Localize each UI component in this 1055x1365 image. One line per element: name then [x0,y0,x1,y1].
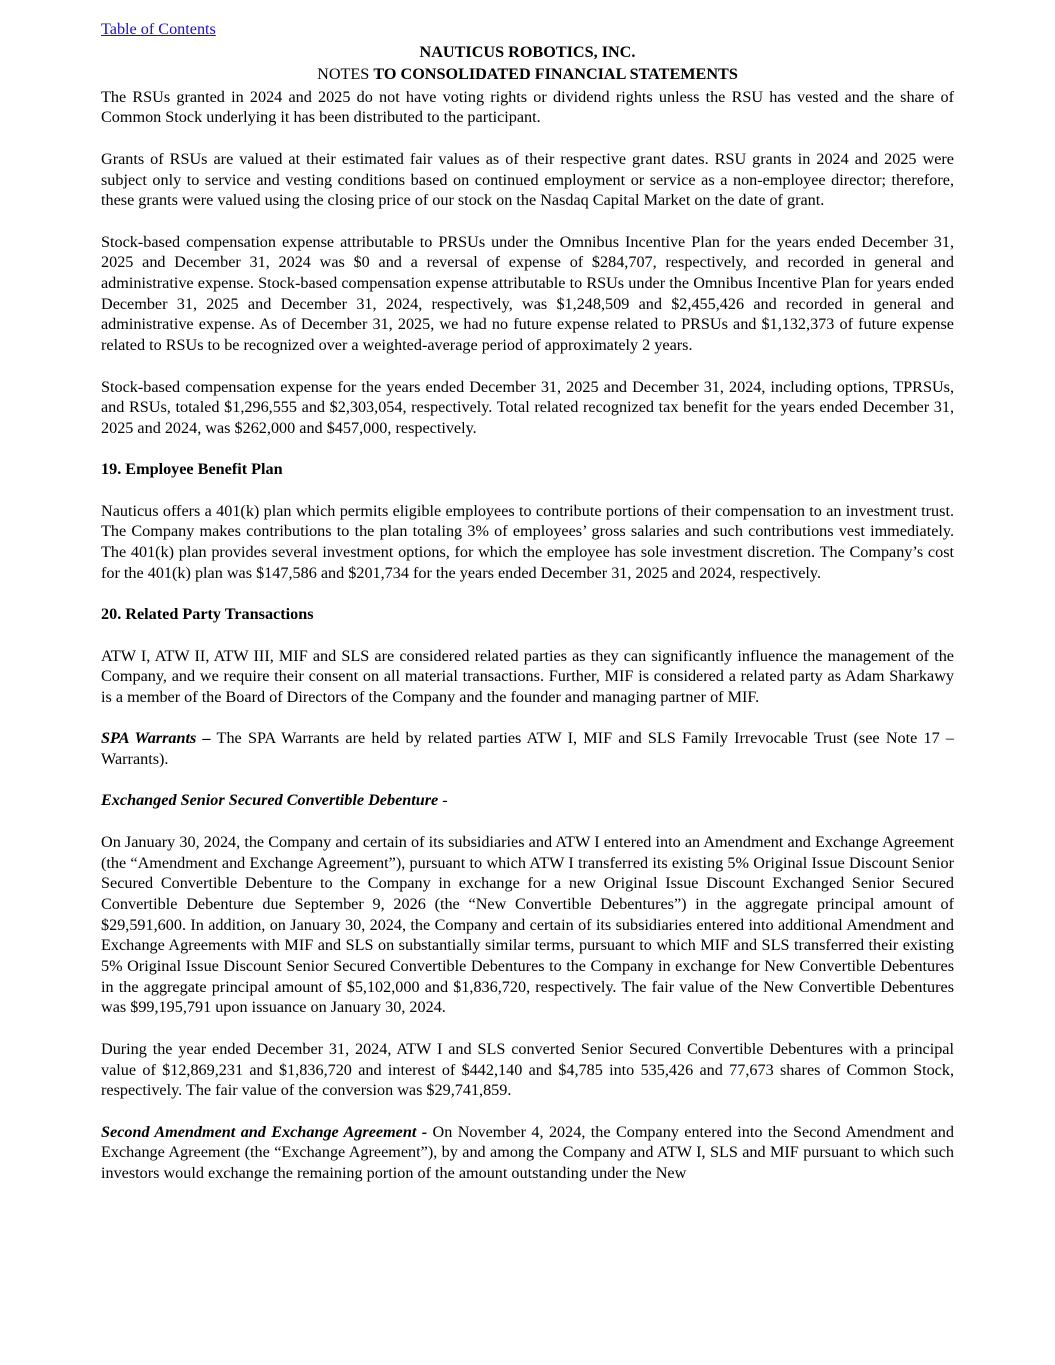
paragraph-amendment-exchange: On January 30, 2024, the Company and certain of its subsidiaries and ATW I entered into an Amendment and Exchange Agreement (the “Amendment and Exchange Agreement”), pursuant to which ATW I transferred its existing 5% Original Issue Discount Senior Secured Convertible Debenture to the Company in exchange for a new Original Issue Discount Exchanged Senior Secured Convertible Debenture due September 9, 2026 (the “New Convertible Debentures”) in the aggregate principal amount of $29,591,600. In addition, on January 30, 2024, the Company and certain of its subsidiaries entered into additional Amendment and Exchange Agreements with MIF and SLS on substantially similar terms, pursuant to which MIF and SLS transferred their existing 5% Original Issue Discount Senior Secured Convertible Debentures to the Company in exchange for New Convertible Debentures in the aggregate principal amount of $5,102,000 and $1,836,720, respectively. The fair value of the New Convertible Debentures was $99,195,791 upon issuance on January 30, 2024. [101,832,954,1017]
paragraph-exchanged-debenture-heading [101,790,954,811]
second-amendment-text: On November 4, 2024, the Company entered into the Second Amendment and Exchange Agreement (the “Exchange Agreement”), by and among the Company and ATW I, SLS and MIF pursuant to which such investors would exchange the remaining portion of the amount outstanding under the New [101,1122,954,1183]
company-name: NAUTICUS ROBOTICS, INC. [419,42,636,61]
section-20-heading: 20. Related Party Transactions [101,605,314,624]
paragraph-total-compensation: Stock-based compensation expense for the years ended December 31, 2025 and December 31, 2024, including options, TPRSUs, and RSUs, totaled $1,296,555 and $2,303,054, respectively. Total related recognized tax benefit for the years ended December 31, 2025 and 2024, was $262,000 and $457,000, respectively. [101,377,954,437]
section-19-heading: 19. Employee Benefit Plan [101,460,283,479]
exchanged-debenture-suffix: - [438,791,448,810]
table-of-contents-link[interactable]: Table of Contents [101,20,216,38]
paragraph-related-parties: ATW I, ATW II, ATW III, MIF and SLS are considered related parties as they can significantly influence the management of the Company, and we require their consent on all material transactions. Further, MIF is considered a related party as Adam Sharkawy is a member of the Board of Directors of the Company and the founder and managing partner of MIF. [101,646,954,706]
document-page [101,19,954,1204]
paragraph-spa-warrants [101,728,954,769]
company-name-heading [101,41,954,64]
spa-warrants-text: The SPA Warrants are held by related parties ATW I, MIF and SLS Family Irrevocable Trust (see Note 17 – Warrants). [101,729,955,769]
paragraph-401k-plan: Nauticus offers a 401(k) plan which permits eligible employees to contribute portions of their compensation to an investment trust. The Company makes contributions to the plan totaling 3% of employees’ gross salaries and such contributions vest immediately. The 401(k) plan provides several investment options, for which the employee has sole investment discretion. The Company’s cost for the 401(k) plan was $147,586 and $201,734 for the years ended December 31, 2025 and 2024, respectively. [101,501,954,582]
paragraph-second-amendment [101,1122,954,1184]
paragraph-rsu-rights: The RSUs granted in 2024 and 2025 do not have voting rights or dividend rights unless the RSU has vested and the share of Common Stock underlying it has been distributed to the participant. [101,87,954,127]
spa-warrants-label: SPA Warrants – [101,729,211,748]
exchanged-debenture-label: Exchanged Senior Secured Convertible Debenture [101,791,439,810]
notes-heading-bold: TO CONSOLIDATED FINANCIAL STATEMENTS [373,65,738,84]
paragraph-rsu-valuation: Grants of RSUs are valued at their estimated fair values as of their respective grant dates. RSU grants in 2024 and 2025 were subject only to service and vesting conditions based on continued employment or service as a non-employee director; therefore, these grants were valued using the closing price of our stock on the Nasdaq Capital Market on the date of grant. [101,149,954,210]
second-amendment-label: Second Amendment and Exchange Agreement - [101,1122,428,1141]
paragraph-debenture-conversion: During the year ended December 31, 2024, ATW I and SLS converted Senior Secured Convertible Debentures with a principal value of $12,869,231 and $1,836,720 and interest of $442,140 and $4,785 into 535,426 and 77,673 shares of Common Stock, respectively. The fair value of the conversion was $29,741,859. [101,1039,954,1100]
paragraph-prsu-expense: Stock-based compensation expense attributable to PRSUs under the Omnibus Incentive Plan for the years ended December 31, 2025 and December 31, 2024 was $0 and a reversal of expense of $284,707, respectively, and recorded in general and administrative expense. Stock-based compensation expense attributable to RSUs under the Omnibus Incentive Plan for years ended December 31, 2025 and December 31, 2024, respectively, was $1,248,509 and $2,455,426 and recorded in general and administrative expense. As of December 31, 2025, we had no future expense related to PRSUs and $1,132,373 of future expense related to RSUs to be recognized over a weighted-average period of approximately 2 years. [101,232,954,355]
notes-heading-prefix: NOTES [317,65,374,84]
notes-heading [101,63,954,86]
